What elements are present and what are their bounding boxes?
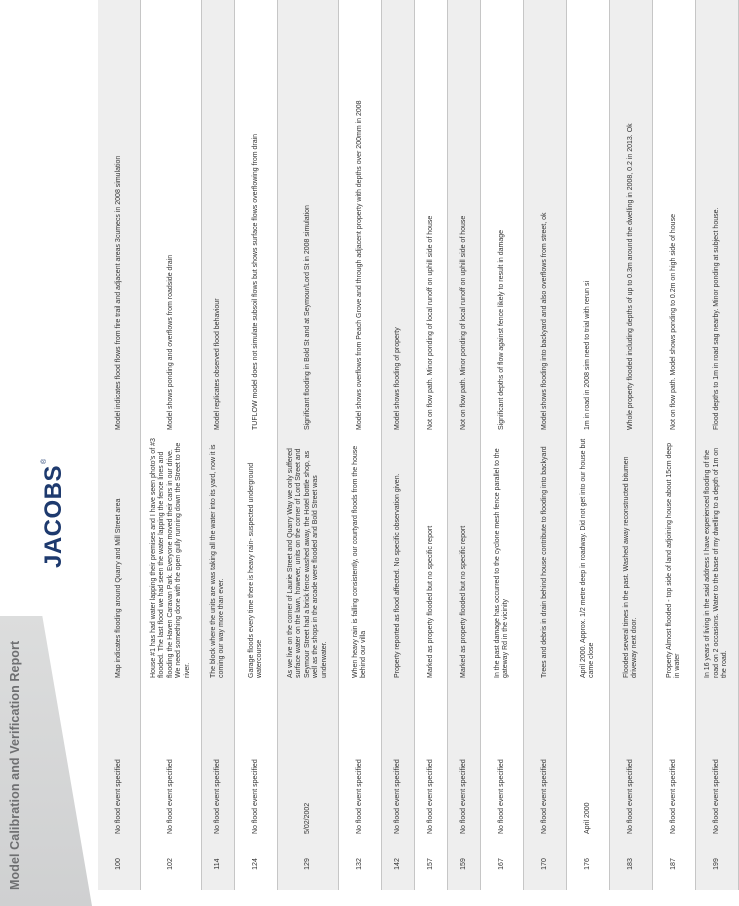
model-comment-cell: Model shows overflows from Peach Grove and through adjacent property with depths over 200mm in 2008 [339,0,382,434]
community-observation-cell: House #1 has had water lapping their premises and I have seen photo's of #3 flooded. The last flood we had seen the water lapping the fence lines and flooding the Haven Caravan Park. Everyone moved their cars in our drive. We need something done with the open gully running down the Street to the river. [141,434,202,682]
model-comment-cell: Model shows flooding of property [382,0,415,434]
flood-observation-table [98,10,729,890]
table-row [235,0,278,890]
model-comment-cell: Model replicates observed flood behaviour [202,0,235,434]
page-header [0,0,92,906]
table-row [202,0,235,890]
logo-text: JACOBS [40,464,67,568]
jacobs-logo [34,459,74,568]
model-comment-cell: Not on flow path. Model shows ponding to 0.2m on high side of house [653,0,696,434]
model-comment-cell: Model shows flooding into backyard and also overflows from street, ok [524,0,567,434]
event-date-cell: No flood event specified [448,682,481,838]
model-comment-cell: Model shows ponding and overflows from roadside drain [141,0,202,434]
record-id-cell: 183 [610,838,653,890]
event-date-cell: No flood event specified [481,682,524,838]
event-date-cell: No flood event specified [141,682,202,838]
record-id-cell: 124 [235,838,278,890]
event-date-cell: No flood event specified [415,682,448,838]
model-comment-cell: Model indicates flood flows from fire trail and adjacent areas 3cumecs in 2008 simulation [98,0,141,434]
event-date-cell: No flood event specified [235,682,278,838]
event-date-cell: April 2000 [567,682,610,838]
record-id-cell: 159 [448,838,481,890]
table-row [481,0,524,890]
record-id-cell: 199 [696,838,739,890]
event-date-cell: No flood event specified [696,682,739,838]
record-id-cell: 142 [382,838,415,890]
record-id-cell: 102 [141,838,202,890]
community-observation-cell: In 16 years of living in the said address I have experienced flooding of the road on 2 occasions. Water to the base of my dwelling to a depth of 1m on the road. [696,434,739,682]
logo-registered-mark: ® [40,458,48,464]
event-date-cell: No flood event specified [382,682,415,838]
model-comment-cell: Significant flooding in Bold St and at Seymour/Lord St in 2008 simulation [278,0,339,434]
record-id-cell: 170 [524,838,567,890]
table-row [98,0,141,890]
community-observation-cell: Marked as property flooded but no specific report [448,434,481,682]
table-row [567,0,610,890]
table-row [448,0,481,890]
table-row [339,0,382,890]
community-observation-cell: The block where the units are was taking all the water into its yard, now it is coming our way more than ever. [202,434,235,682]
table-row [278,0,339,890]
table-row [141,0,202,890]
community-observation-cell: When heavy rain is falling consistently, our courtyard floods from the house behind our villa [339,434,382,682]
model-comment-cell: Not on flow path. Minor ponding of local runoff on uphill side of house [415,0,448,434]
table-row [524,0,567,890]
record-id-cell: 176 [567,838,610,890]
event-date-cell: 5/02/2002 [278,682,339,838]
model-comment-cell: Whole property flooded including depths of up to 0.3m around the dwelling in 2008, 0.2 in 2013. Ok [610,0,653,434]
model-comment-cell: 1m in road in 2008 sim need to trial with rerun si [567,0,610,434]
community-observation-cell: Garage floods every time there is heavy rain- suspected underground watercourse [235,434,278,682]
model-comment-cell: Not on flow path. Minor ponding of local runoff on uphill side of house [448,0,481,434]
event-date-cell: No flood event specified [610,682,653,838]
community-observation-cell: Property reported as flood affected. No specific observation given. [382,434,415,682]
community-observation-cell: Property Almost flooded - top side of land adjoining house about 15cm deep in water [653,434,696,682]
community-observation-cell: Flooded several times in the past. Washed away reconstructed bitumen driveway next door. [610,434,653,682]
table-row [610,0,653,890]
event-date-cell: No flood event specified [524,682,567,838]
record-id-cell: 187 [653,838,696,890]
record-id-cell: 167 [481,838,524,890]
table-row [415,0,448,890]
report-title: Model Calibration and Verification Report [8,640,22,890]
community-observation-cell: Marked as property flooded but no specific report [415,434,448,682]
record-id-cell: 114 [202,838,235,890]
table-body [98,0,739,890]
community-observation-cell: In the past damage has occurred to the cyclone mesh fence parallel to the gateway Rd in the vicinity [481,434,524,682]
community-observation-cell: As we live on the corner of Laurie Street and Quarry Way we only suffered surface water on the lawn, however, units on the corner of Lord Street and Seymour Street had a brick fence washed away, the Hotel bottle shop, as well as the shops in the arcade were flooded and Bold Street was underwater. [278,434,339,682]
model-comment-cell: TUFLOW model does not simulate subsoil flows but shows surface flows overflowing from drain [235,0,278,434]
table-row [696,0,739,890]
record-id-cell: 100 [98,838,141,890]
event-date-cell: No flood event specified [98,682,141,838]
record-id-cell: 132 [339,838,382,890]
table [98,0,739,890]
event-date-cell: No flood event specified [339,682,382,838]
event-date-cell: No flood event specified [202,682,235,838]
event-date-cell: No flood event specified [653,682,696,838]
model-comment-cell: Significant depths of flow against fence likely to result in damage [481,0,524,434]
table-row [653,0,696,890]
record-id-cell: 157 [415,838,448,890]
community-observation-cell: April 2000. Approx. 1/2 metre deep in roadway. Did not get into our house but came close [567,434,610,682]
table-row [382,0,415,890]
record-id-cell: 129 [278,838,339,890]
community-observation-cell: Trees and debris in drain behind house contribute to flooding into backyard [524,434,567,682]
model-comment-cell: Flood depths to 1m in road sag nearby. Minor ponding at subject house. [696,0,739,434]
community-observation-cell: Map indicates flooding around Quarry and Mill Street area [98,434,141,682]
